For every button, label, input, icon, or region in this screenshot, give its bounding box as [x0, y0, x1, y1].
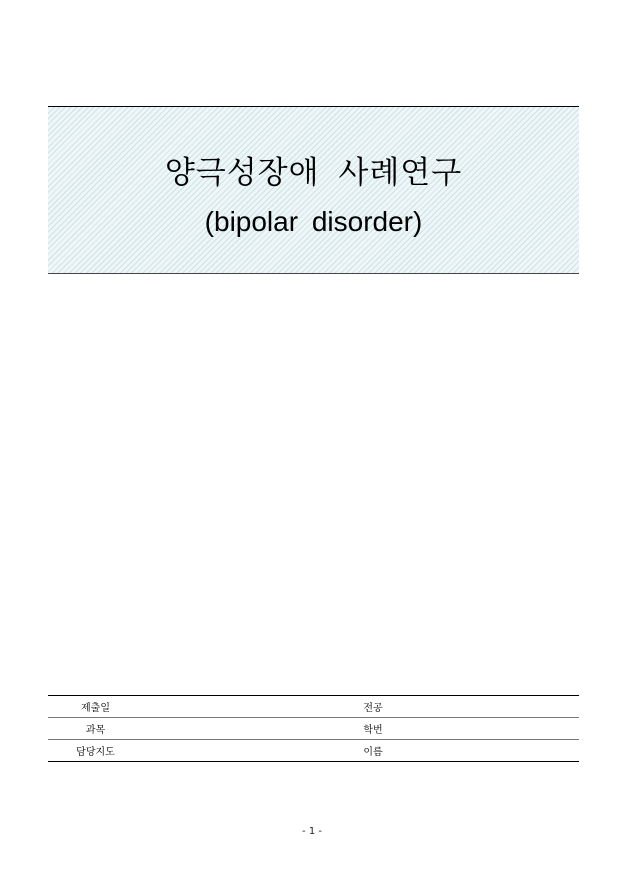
submission-info-table: [48, 695, 579, 762]
name-value: [413, 740, 579, 762]
course-label-cell: [48, 718, 203, 740]
major-label: 전공: [333, 696, 413, 718]
table-row: [48, 696, 579, 718]
student-id-label: 학번: [333, 718, 413, 740]
course-label: 과목: [85, 725, 106, 736]
submit-date-value: [203, 696, 333, 718]
student-id-value: [413, 718, 579, 740]
advisor-label: 담당지도: [76, 747, 115, 758]
page-number: - 1 -: [302, 826, 322, 837]
course-value: [203, 718, 333, 740]
submit-date-label-cell: [48, 696, 203, 718]
table-row: [48, 718, 579, 740]
document-subtitle: (bipolar disorder): [204, 206, 423, 237]
table-row: [48, 740, 579, 762]
submit-date-label: 제출일: [81, 703, 110, 714]
advisor-label-cell: [48, 740, 203, 762]
title-box: [48, 106, 579, 274]
document-title: 양극성장애 사례연구: [164, 155, 463, 191]
major-value: [413, 696, 579, 718]
name-label: 이름: [363, 747, 383, 758]
advisor-value: [203, 740, 333, 762]
